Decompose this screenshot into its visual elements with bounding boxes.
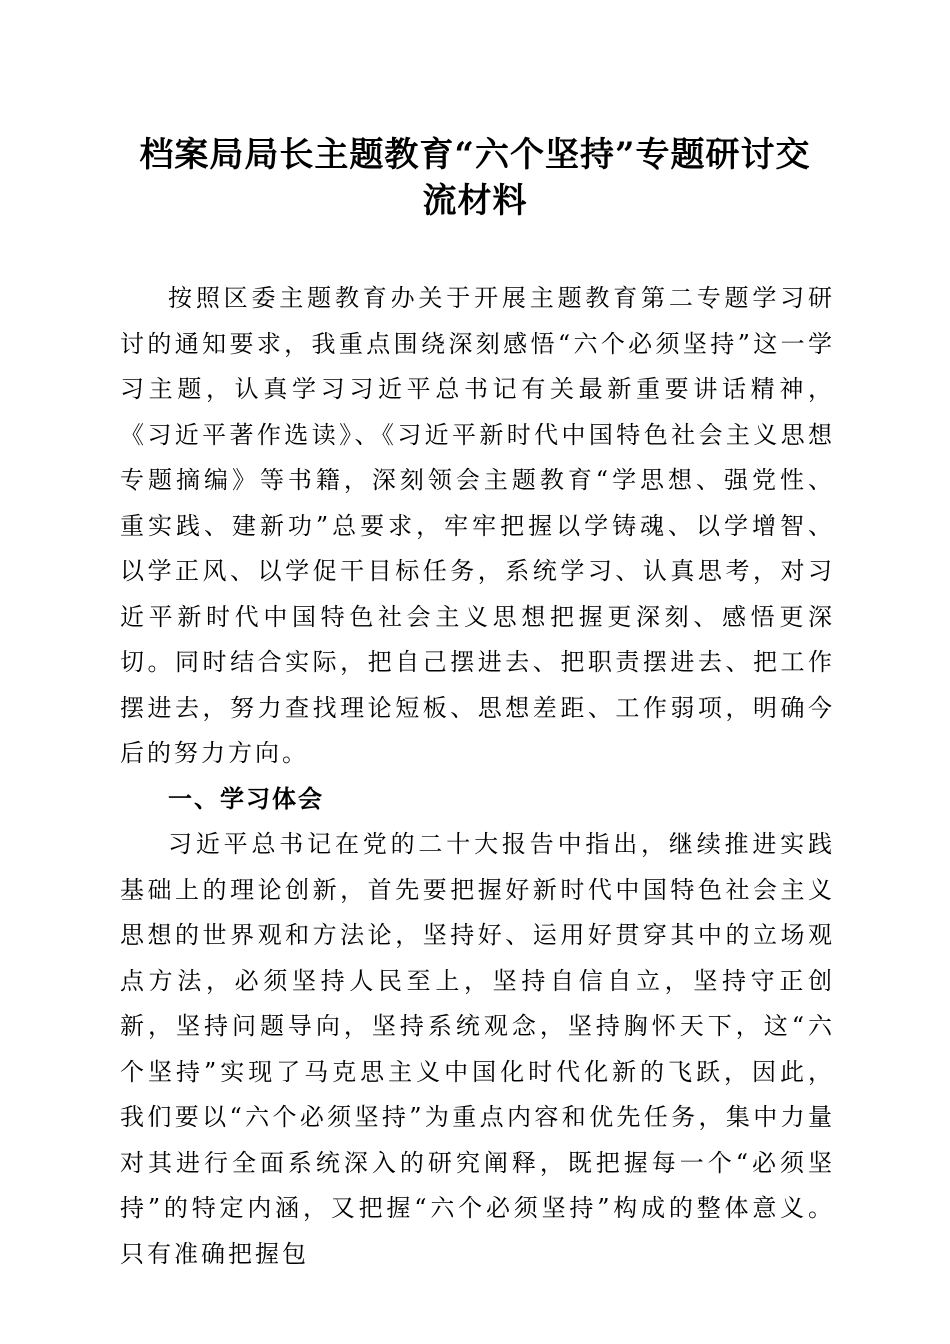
- title-line-2: 流材料: [422, 181, 528, 221]
- intro-paragraph: 按照区委主题教育办关于开展主题教育第二专题学习研讨的通知要求，我重点围绕深刻感悟“六个必须坚持”这一学习主题，认真学习习近平总书记有关最新重要讲话精神，《习近平著作选读》、《习近平新时代中国特色社会主义思想专题摘编》等书籍，深刻领会主题教育“学思想、强党性、重实践、建新功”总要求，牢牢把握以学铸魂、以学增智、以学正风、以学促干目标任务，系统学习、认真思考，对习近平新时代中国特色社会主义思想把握更深刻、感悟更深切。同时结合实际，把自己摆进去、把职责摆进去、把工作摆进去，努力查找理论短板、思想差距、工作弱项，明确今后的努力方向。: [120, 284, 835, 767]
- document-title: [110, 132, 840, 224]
- section-heading: 一、学习体会: [168, 784, 324, 813]
- title-line-1: 档案局局长主题教育“六个坚持”专题研讨交: [139, 135, 811, 175]
- document-body: [120, 276, 835, 1277]
- body-paragraph: 习近平总书记在党的二十大报告中指出，继续推进实践基础上的理论创新，首先要把握好新时代中国特色社会主义思想的世界观和方法论，坚持好、运用好贯穿其中的立场观点方法，必须坚持人民至上，坚持自信自立，坚持守正创新，坚持问题导向，坚持系统观念，坚持胸怀天下，这“六个坚持”实现了马克思主义中国化时代化新的飞跃，因此，我们要以“六个必须坚持”为重点内容和优先任务，集中力量对其进行全面系统深入的研究阐释，既把握每一个“必须坚持”的特定内涵，又把握“六个必须坚持”构成的整体意义。只有准确把握包: [120, 830, 835, 1268]
